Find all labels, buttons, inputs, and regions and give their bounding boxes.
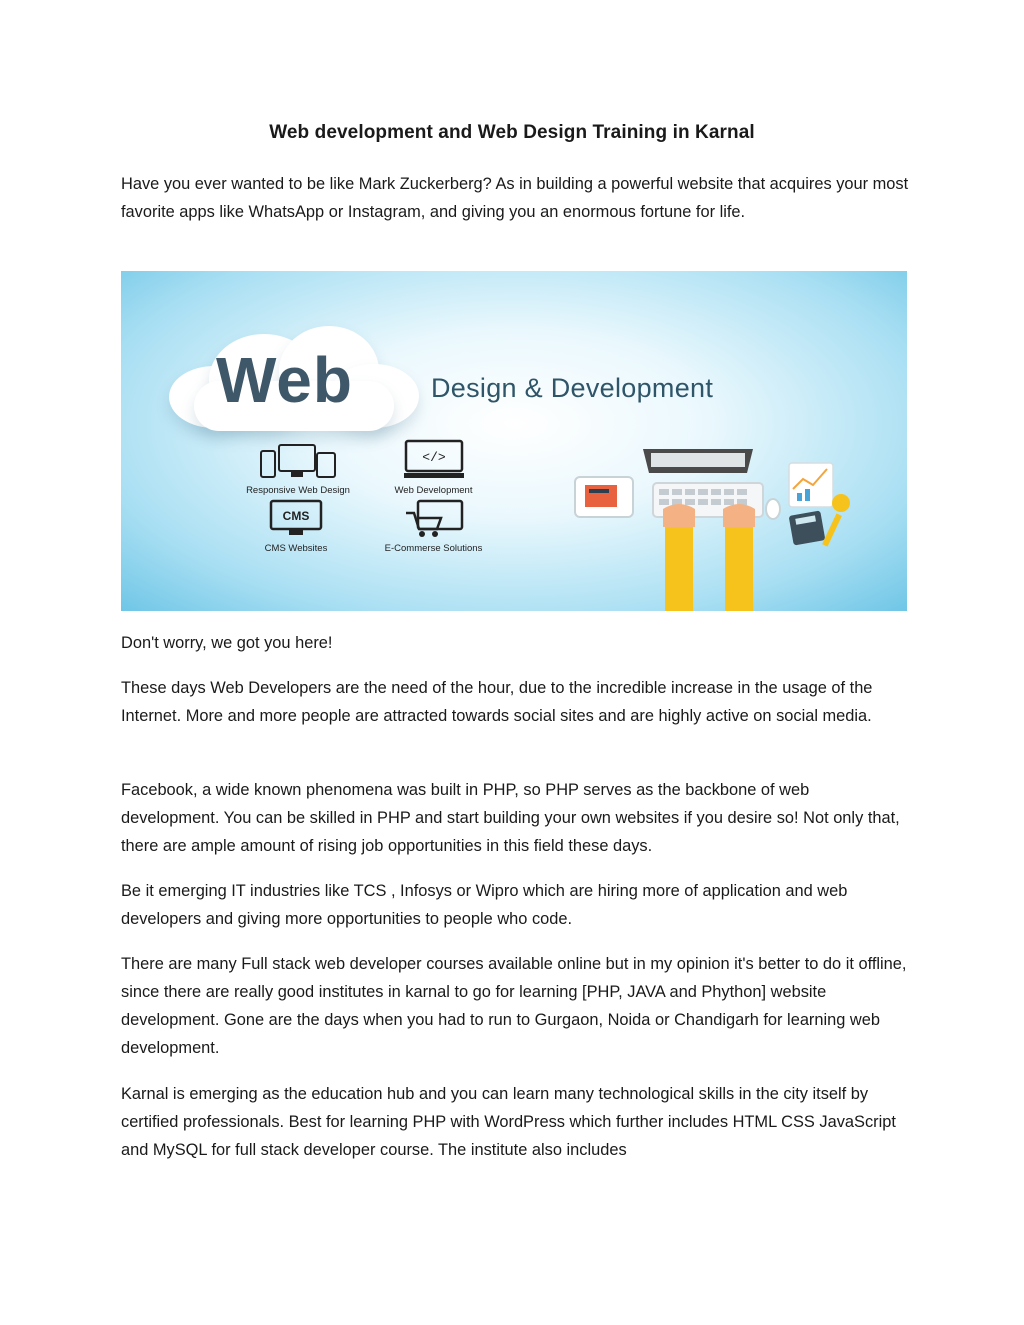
service-label: Web Development xyxy=(394,485,473,496)
service-label: CMS Websites xyxy=(264,543,328,554)
paragraph-4: Be it emerging IT industries like TCS , Infosys or Wipro which are hiring more of application and web developers and giving more opportunities to people who code. xyxy=(121,882,848,928)
devices-icon xyxy=(257,441,339,481)
service-label: Responsive Web Design xyxy=(246,485,350,496)
web-design-banner-image xyxy=(121,271,907,611)
service-web-development xyxy=(376,439,491,496)
service-responsive-web-design xyxy=(233,441,363,496)
paragraph-3: Facebook, a wide known phenomena was built in PHP, so PHP serves as the backbone of web development. You can be skilled in PHP and start building your own websites if you desire so! Not only that, there are ample amount of rising job opportunities in this field these days. xyxy=(121,781,900,855)
intro-paragraph: Have you ever wanted to be like Mark Zuckerberg? As in building a powerful website that acquires your most favorite apps like WhatsApp or Instagram, and giving you an enormous fortune for life. xyxy=(121,175,909,221)
svg-text:CMS: CMS xyxy=(282,509,310,523)
computer-illustration-icon xyxy=(561,439,881,611)
service-ecommerse-solutions xyxy=(366,499,501,554)
service-cms-websites xyxy=(246,499,346,554)
paragraph-1: Don't worry, we got you here! xyxy=(121,634,333,652)
code-monitor-icon xyxy=(402,439,466,481)
cms-icon xyxy=(267,499,325,539)
paragraph-2: These days Web Developers are the need of the hour, due to the incredible increase in the usage of the Internet. More and more people are attracted towards social sites and are highly active on social media. xyxy=(121,679,873,725)
banner-web-word: Web xyxy=(216,344,353,416)
shopping-cart-icon xyxy=(402,499,466,539)
svg-text:</>: </> xyxy=(421,450,446,465)
paragraph-5: There are many Full stack web developer courses available online but in my opinion it's better to do it offline, since there are really good institutes in karnal to go for learning [PHP, JAVA and Phython] website development. Gone are the days when you had to run to Gurgaon, Noida or Chandigarh for learning web development. xyxy=(121,955,907,1057)
banner-subtitle: Design & Development xyxy=(431,373,714,403)
paragraph-6: Karnal is emerging as the education hub and you can learn many technological skills in the city itself by certified professionals. Best for learning PHP with WordPress which further includes HTML CSS JavaScript and MySQL for full stack developer course. The institute also includes xyxy=(121,1085,896,1159)
page-title: Web development and Web Design Training in Karnal xyxy=(269,122,755,143)
service-label: E-Commerse Solutions xyxy=(384,543,483,554)
